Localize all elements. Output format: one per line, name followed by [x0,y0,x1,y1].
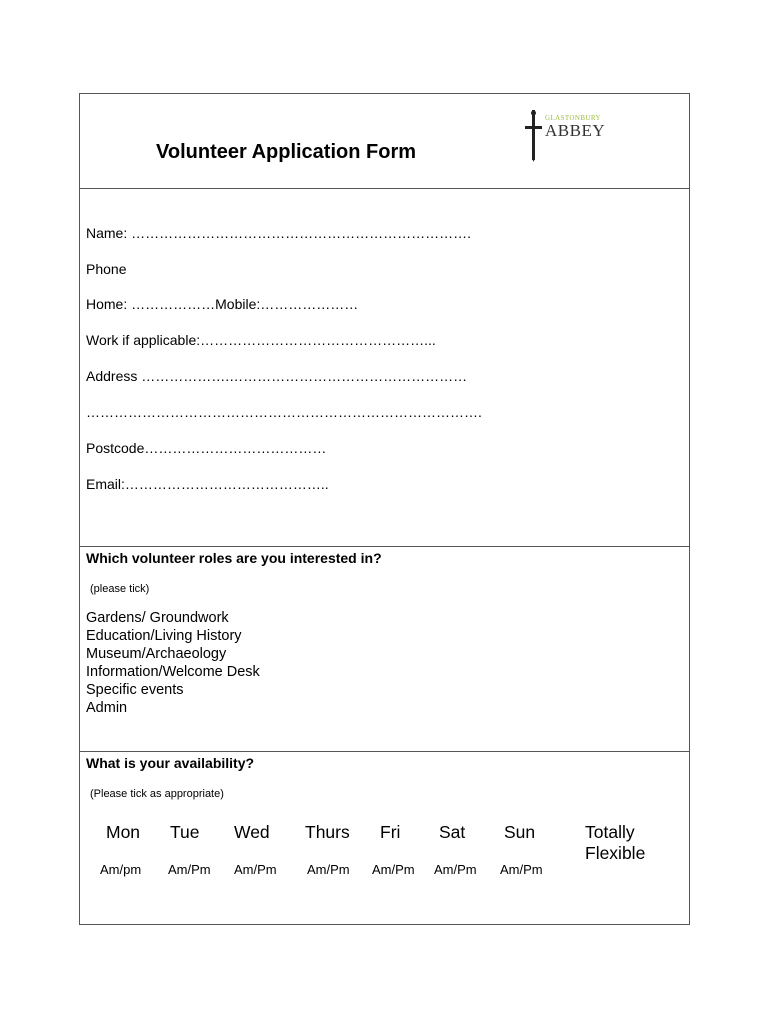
day-thurs[interactable]: Thurs [305,822,350,842]
availability-hint: (Please tick as appropriate) [90,788,224,800]
day-sat[interactable]: Sat [439,822,466,842]
logo-text-abbey: ABBEY [545,121,606,140]
availability-section [80,752,689,924]
role-item-education[interactable]: Education/Living History [86,628,242,644]
role-item-admin[interactable]: Admin [86,700,128,716]
slot-thurs[interactable]: Am/Pm [307,862,350,877]
flexible-line2: Flexible [585,843,646,863]
day-fri[interactable]: Fri [380,822,401,842]
address-field[interactable]: Address ……………….…………………………………………… [86,368,468,384]
name-field[interactable]: Name: ………………………………………………………………. [86,225,472,241]
slot-sun[interactable]: Am/Pm [500,862,543,877]
form-header [80,94,689,189]
day-sun[interactable]: Sun [504,822,536,842]
roles-question: Which volunteer roles are you interested in? [86,550,382,566]
flexible-line1: Totally [585,822,635,842]
home-mobile-field[interactable]: Home: ………………Mobile:………………… [86,296,359,312]
slot-sat[interactable]: Am/Pm [434,862,477,877]
role-item-specific-events[interactable]: Specific events [86,682,184,698]
form-title: Volunteer Application Form [156,141,417,163]
postcode-field[interactable]: Postcode………………………………… [86,440,327,456]
day-wed[interactable]: Wed [234,822,270,842]
role-item-information-desk[interactable]: Information/Welcome Desk [86,664,260,680]
contact-details-section [80,189,689,547]
work-phone-field[interactable]: Work if applicable:…………………………………………... [86,332,436,348]
role-item-gardens[interactable]: Gardens/ Groundwork [86,610,229,626]
email-field[interactable]: Email:…………………………………….. [86,476,329,492]
sword-cross-icon [524,110,544,162]
volunteer-application-form [79,93,690,925]
slot-mon[interactable]: Am/pm [100,862,142,877]
slot-tue[interactable]: Am/Pm [168,862,211,877]
volunteer-roles-section [80,547,689,752]
logo-text-glastonbury: GLASTONBURY [545,114,602,122]
role-item-museum[interactable]: Museum/Archaeology [86,646,227,662]
roles-hint: (please tick) [90,583,150,595]
totally-flexible-option[interactable] [585,822,645,864]
glastonbury-abbey-logo [524,110,616,162]
availability-question: What is your availability? [86,755,255,771]
roles-list [86,609,260,717]
phone-label: Phone [86,261,127,277]
day-mon[interactable]: Mon [106,822,141,842]
address-line2-field[interactable]: …………………………………………………………………………. [86,404,482,420]
day-tue[interactable]: Tue [170,822,200,842]
slot-fri[interactable]: Am/Pm [372,862,415,877]
slot-wed[interactable]: Am/Pm [234,862,277,877]
